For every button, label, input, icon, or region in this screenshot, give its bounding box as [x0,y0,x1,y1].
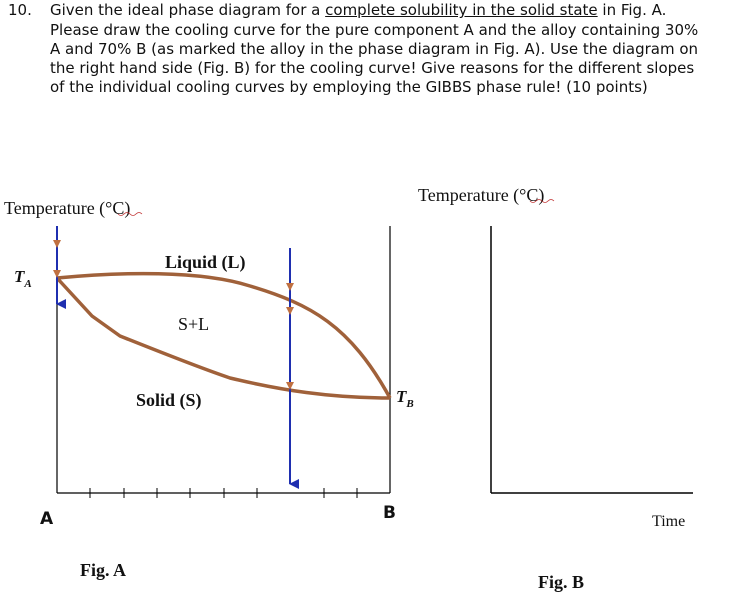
fig-a [4,198,414,580]
question-line-1-start: Given the ideal phase diagram for a [50,1,326,19]
question-line-2: Please draw the cooling curve for the pure component A and the alloy containing 30% [50,21,699,39]
ta-subscript: A [24,278,32,290]
fig-a-ylabel: Temperature (°C) [4,198,131,218]
component-b-label: B [383,503,396,523]
question-line-3: A and 70% B (as marked the alloy in the phase diagram in Fig. A). Use the diagram on [50,40,699,58]
fig-b-xlabel: Time [652,513,686,530]
question-number: 10. [8,1,32,19]
tb-letter: T [396,387,407,406]
ta-letter: T [14,267,25,286]
tb-label [396,387,414,410]
solid-liquid-region-label: S+L [178,314,210,334]
pure-a-marker-upper [53,240,61,248]
component-a-label: A [40,509,54,529]
solid-region-label: Solid (S) [136,390,202,410]
alloy-marker-liquidus [286,307,294,315]
question-line-4: the right hand side (Fig. B) for the cooling curve! Give reasons for the different slopes [50,59,695,77]
solidus-curve [57,278,390,398]
question-underlined-phrase: complete solubility in the solid state [325,1,598,19]
fig-a-caption: Fig. A [80,560,127,580]
fig-b-ylabel: Temperature (°C) [418,185,545,205]
liquidus-curve [57,274,390,398]
fig-b [418,185,693,592]
question-line-1-end: in Fig. A. [597,1,667,19]
liquid-region-label: Liquid (L) [165,252,246,272]
ta-label [14,267,32,290]
question-line-5: of the individual cooling curves by employing the GIBBS phase rule! (10 points) [50,78,648,96]
tb-subscript: B [406,398,414,410]
alloy-marker-above [286,283,294,291]
fig-b-caption: Fig. B [538,572,585,592]
